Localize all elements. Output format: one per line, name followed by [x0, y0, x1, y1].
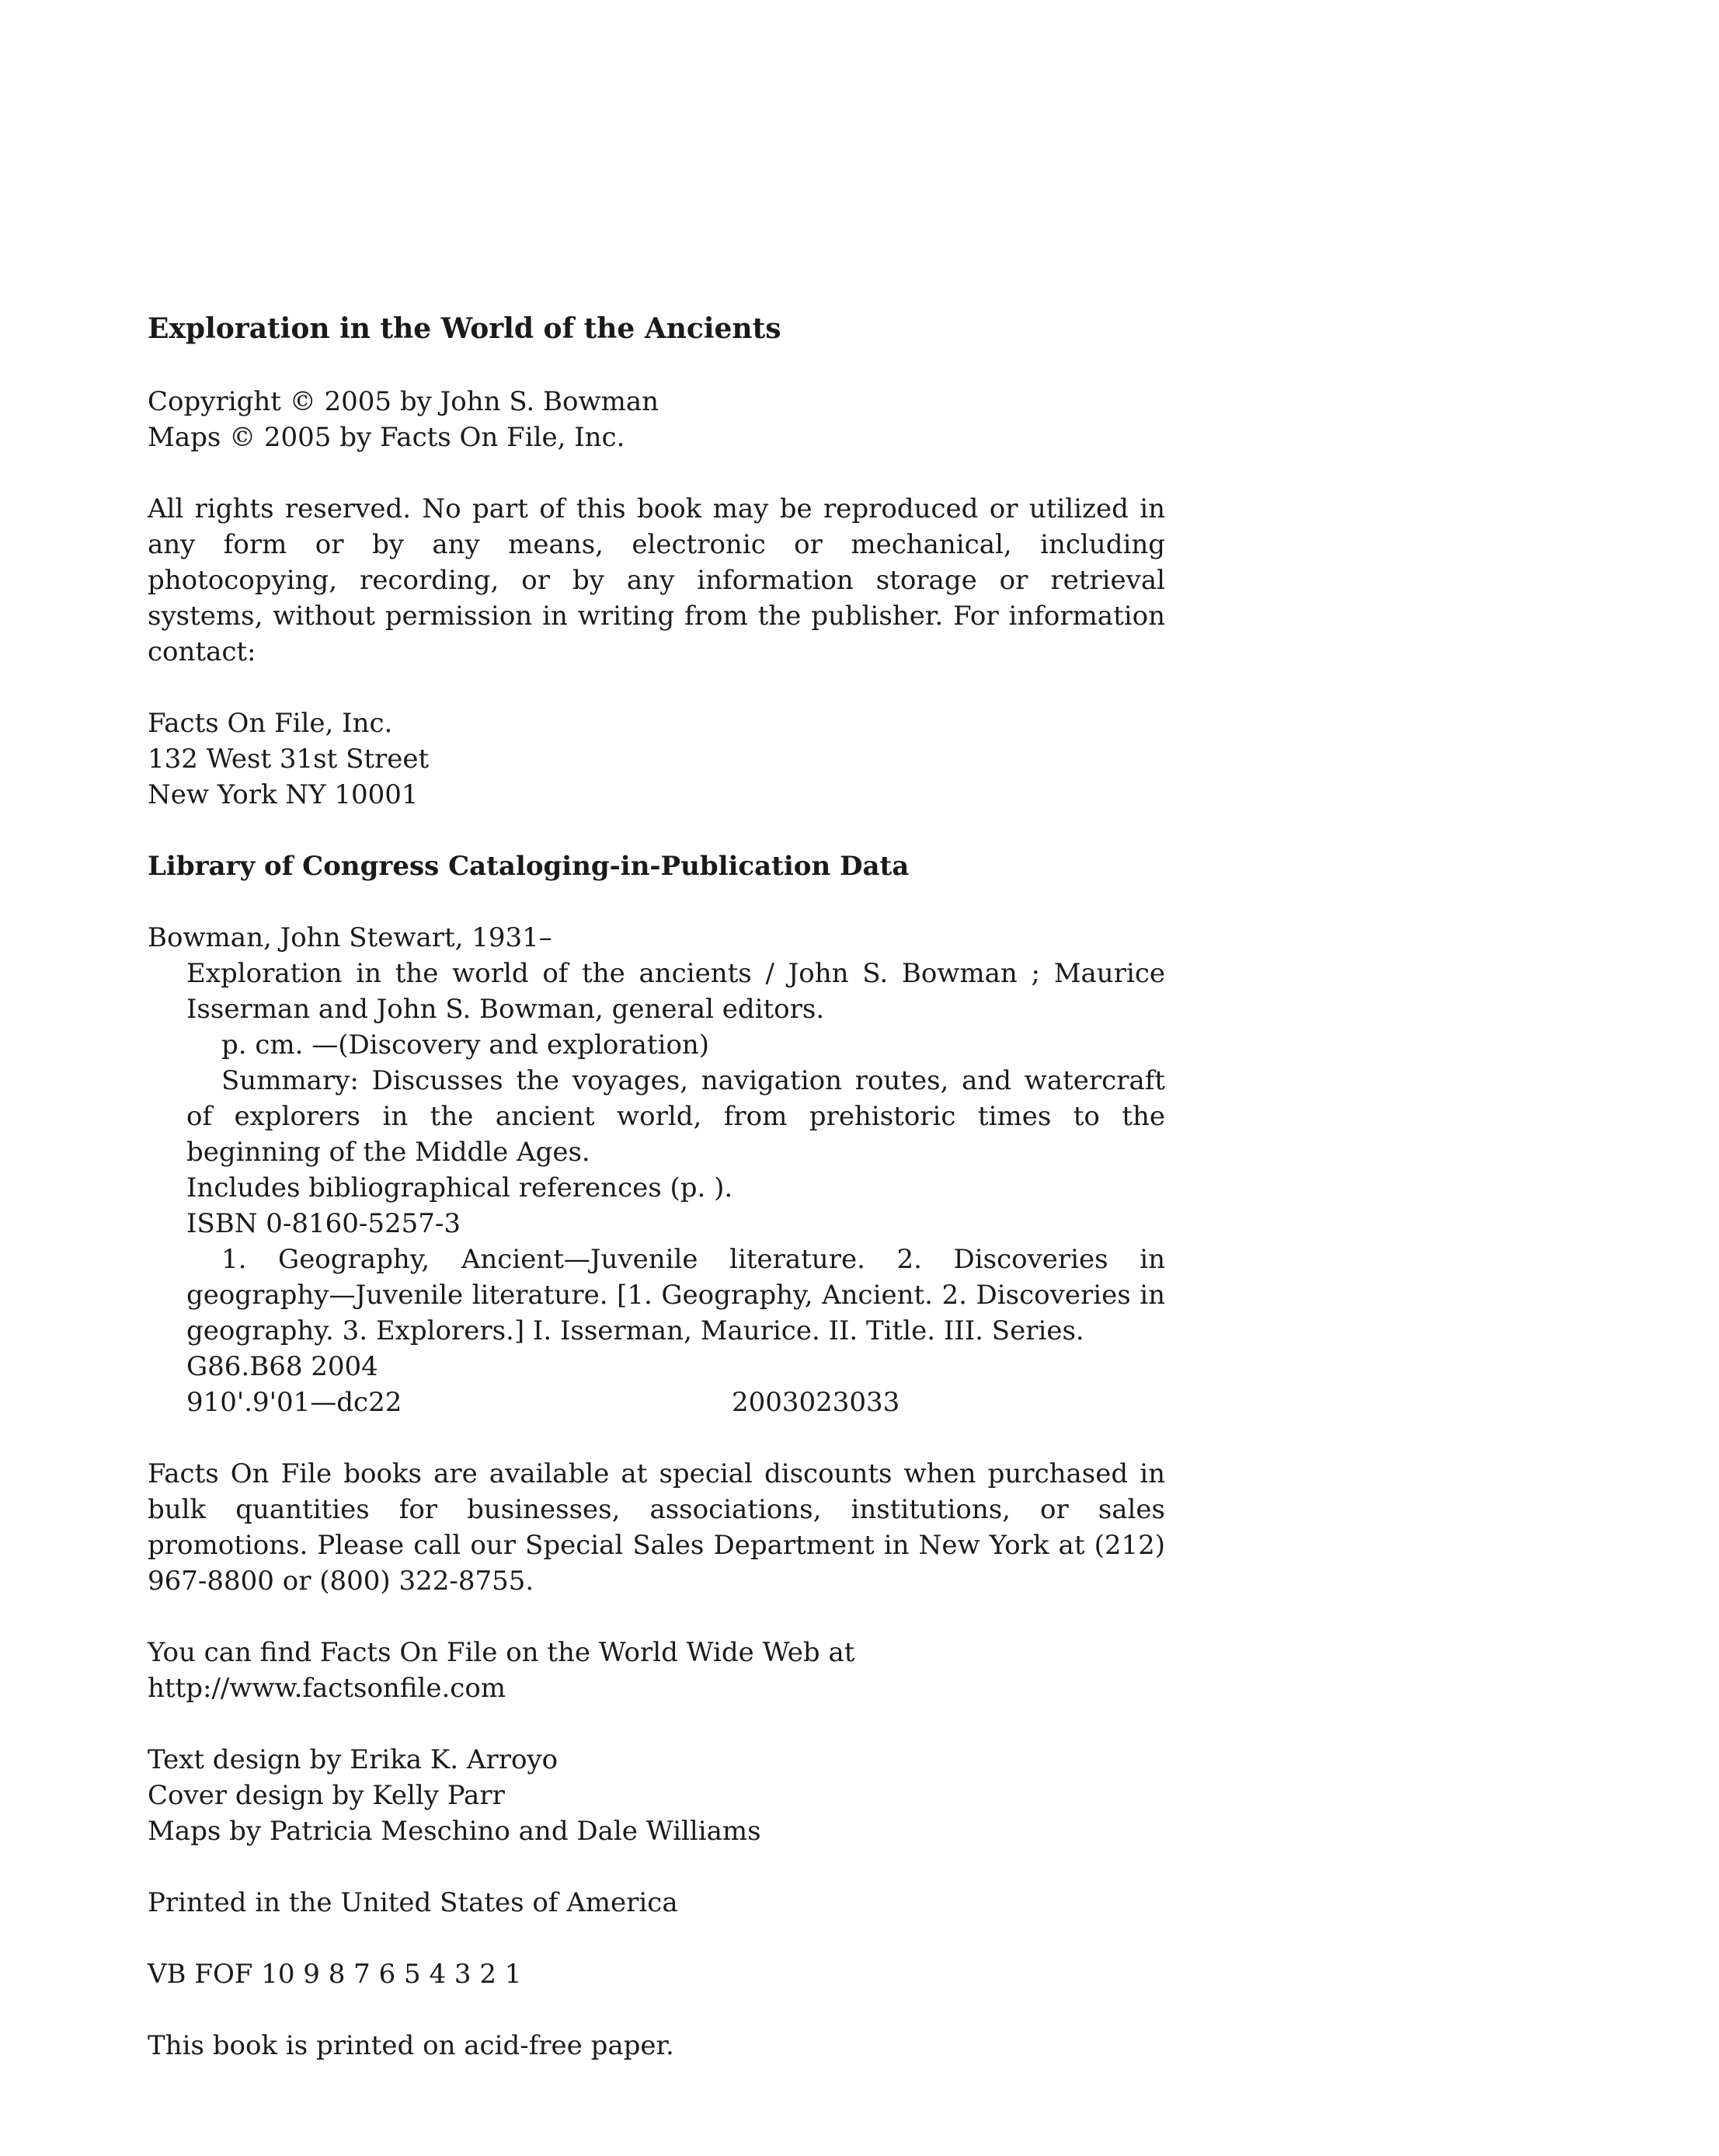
cip-subjects: 1. Geography, Ancient—Juvenile literature. 2. Discoveries in geography—Juvenile literature. [1. Geography, Ancient. 2. Discoveries in geography. 3. Explorers.] I. Isserman, Maurice. II. Title. III. Series. [186, 1244, 1165, 1346]
printing-line: VB FOF 10 9 8 7 6 5 4 3 2 1 [148, 1959, 522, 1990]
credit-cover-design: Cover design by Kelly Parr [148, 1780, 505, 1811]
copyright-notice [148, 384, 1165, 455]
cip-classification-row [186, 1385, 1165, 1420]
printed-in: Printed in the United States of America [148, 1887, 678, 1918]
special-sales-note: Facts On File books are available at special discounts when purchased in bulk quantities for businesses, associations, institutions, or sales promotions. Please call our Special Sales Department in New York at (212) 967-8800 or (800) 322-8755. [148, 1458, 1165, 1597]
copyright-line-text: Copyright © 2005 by John S. Bowman [148, 386, 659, 417]
design-credits [148, 1742, 1165, 1849]
publisher-street: 132 West 31st Street [148, 744, 430, 775]
book-title: Exploration in the World of the Ancients [148, 312, 781, 345]
cip-body [148, 956, 1165, 1420]
cip-lc-call: G86.B68 2004 [186, 1351, 378, 1382]
cip-dewey: 910'.9'01—dc22 [186, 1387, 402, 1418]
cip-isbn: ISBN 0-8160-5257-3 [186, 1208, 461, 1239]
credit-maps: Maps by Patricia Meschino and Dale Williams [148, 1816, 761, 1847]
cip-author: Bowman, John Stewart, 1931– [148, 922, 552, 953]
copyright-page [148, 311, 1165, 2099]
credit-text-design: Text design by Erika K. Arroyo [148, 1744, 559, 1775]
copyright-line-maps: Maps © 2005 by Facts On File, Inc. [148, 422, 625, 453]
rights-statement: All rights reserved. No part of this book may be reproduced or utilized in any form or by any means, electronic or mechanical, including photocopying, recording, or by any information storage or retrieval systems, without permission in writing from the publisher. For information contact: [148, 493, 1165, 667]
cip-bibliography: Includes bibliographical references (p. ). [186, 1172, 733, 1203]
publisher-name: Facts On File, Inc. [148, 708, 393, 739]
cip-title-statement: Exploration in the world of the ancients / John S. Bowman ; Maurice Isserman and John S. Bowman, general editors. [186, 958, 1165, 1025]
paper-note: This book is printed on acid-free paper. [148, 2030, 674, 2061]
cip-record [148, 920, 1165, 1420]
web-intro: You can find Facts On File on the World Wide Web at [148, 1637, 855, 1668]
web-url: http://www.factsonfile.com [148, 1673, 506, 1704]
cip-physical: p. cm. —(Discovery and exploration) [221, 1029, 710, 1061]
publisher-address [148, 705, 1165, 813]
cip-heading: Library of Congress Cataloging-in-Publication Data [148, 851, 910, 882]
cip-lccn: 2003023033 [732, 1387, 900, 1418]
cip-summary: Summary: Discusses the voyages, navigation routes, and watercraft of explorers in the ancient world, from prehistoric times to the beginning of the Middle Ages. [186, 1065, 1165, 1168]
publisher-city: New York NY 10001 [148, 779, 419, 810]
web-info [148, 1635, 1165, 1706]
